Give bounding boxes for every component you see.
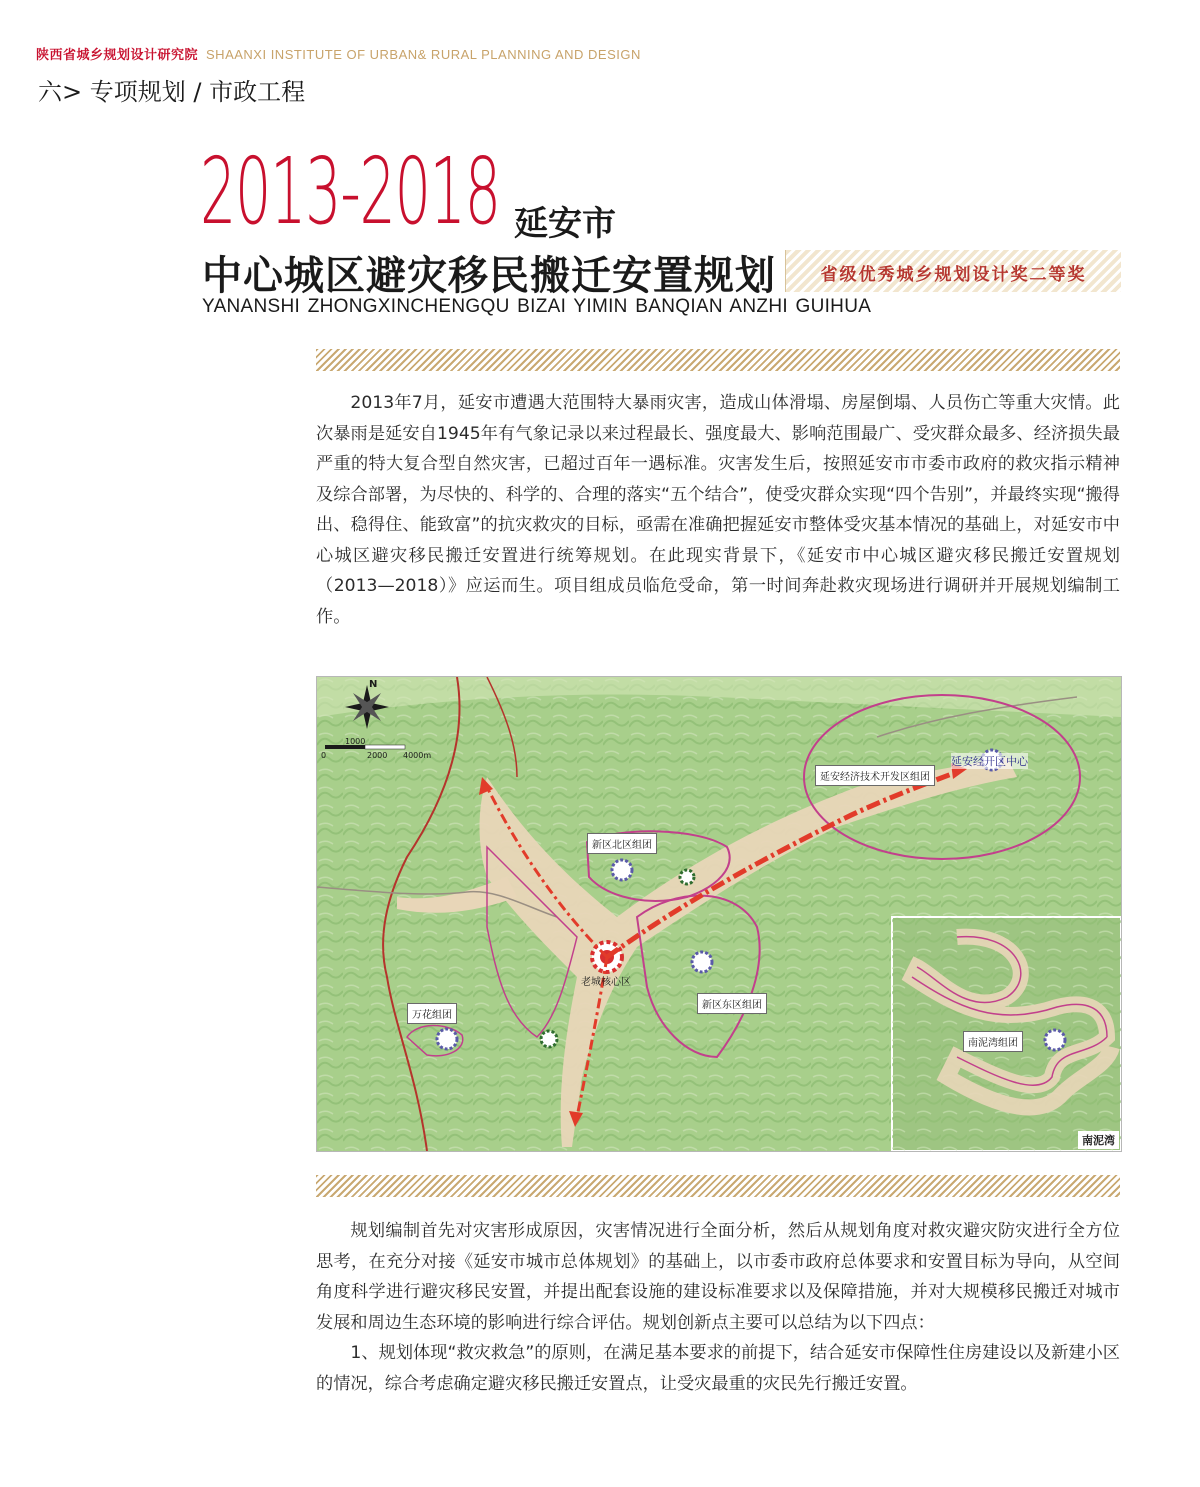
org-name-en: SHAANXI INSTITUTE OF URBAN& RURAL PLANNING AND DESIGN (206, 47, 641, 62)
intro-text: 2013年7月，延安市遭遇大范围特大暴雨灾害，造成山体滑塌、房屋倒塌、人员伤亡等重大灾情。此次暴雨是延安自1945年有气象记录以来过程最长、强度最大、影响范围最广、受灾群众最多、经济损失最严重的特大复合型自然灾害，已超过百年一遇标准。灾害发生后，按照延安市市委市政府的救灾指示精神及综合部署，为尽快的、科学的、合理的落实“五个结合”，使受灾群众实现“四个告别”，并最终实现“搬得出、稳得住、能致富”的抗灾救灾的目标，亟需在准确把握延安市整体受灾基本情况的基础上，对延安市中心城区避灾移民搬迁安置进行统筹规划。在此现实背景下，《延安市中心城区避灾移民搬迁安置规划（2013—2018）》应运而生。项目组成员临危受命，第一时间奔赴救灾现场进行调研并开展规划编制工作。 (316, 393, 1120, 627)
label-jingkai: 延安经济技术开发区组团 (815, 765, 935, 786)
label-nanniwan: 南泥湾组团 (963, 1031, 1023, 1052)
map-graphic (317, 677, 1121, 1151)
award-text: 省级优秀城乡规划设计奖二等奖 (820, 265, 1087, 285)
award-badge (785, 250, 1121, 292)
label-xinqu-north: 新区北区组团 (587, 833, 657, 854)
label-old-core: 老城核心区 (581, 977, 631, 988)
label-xinqu-east: 新区东区组团 (697, 993, 767, 1014)
scale-2000: 2000 (367, 751, 388, 760)
section-number: 六> (38, 78, 83, 106)
label-inset-nanniwan: 南泥湾 (1078, 1131, 1119, 1149)
title-pinyin: YANANSHI ZHONGXINCHENGQU BIZAI YIMIN BANQIAN ANZHI GUIHUA (202, 296, 872, 317)
title-years: 2013-2018 (200, 138, 500, 245)
page-title: 中心城区避灾移民搬迁安置规划 (202, 253, 776, 299)
planning-map (316, 676, 1122, 1152)
section-name: 专项规划 / 市政工程 (89, 78, 306, 106)
compass-label: N (369, 679, 378, 690)
divider-stripe-top (316, 349, 1120, 371)
divider-stripe-bottom (316, 1175, 1120, 1197)
scale-4000: 4000m (403, 751, 432, 760)
org-header (36, 44, 641, 63)
body-text (316, 1216, 1120, 1399)
org-name-cn: 陕西省城乡规划设计研究院 (36, 48, 199, 63)
body-paragraph-2: 1、规划体现“救灾救急”的原则，在满足基本要求的前提下，结合延安市保障性住房建设以及新建小区的情况，综合考虑确定避灾移民搬迁安置点，让受灾最重的灾民先行搬迁安置。 (316, 1343, 1120, 1394)
intro-paragraph (316, 388, 1120, 632)
label-wanhua: 万花组团 (407, 1003, 457, 1024)
title-city: 延安市 (514, 204, 616, 244)
scale-1000: 1000 (345, 737, 366, 746)
body-paragraph-1: 规划编制首先对灾害形成原因，灾害情况进行全面分析，然后从规划角度对救灾避灾防灾进行全方位思考，在充分对接《延安市城市总体规划》的基础上，以市委市政府总体要求和安置目标为导向，从空间角度科学进行避灾移民安置，并提出配套设施的建设标准要求以及保障措施，并对大规模移民搬迁对城市发展和周边生态环境的影响进行综合评估。规划创新点主要可以总结为以下四点： (316, 1221, 1120, 1333)
section-title (38, 72, 305, 107)
label-jingkai-center: 延安经开区中心 (951, 755, 1028, 768)
scale-0: 0 (321, 751, 327, 760)
